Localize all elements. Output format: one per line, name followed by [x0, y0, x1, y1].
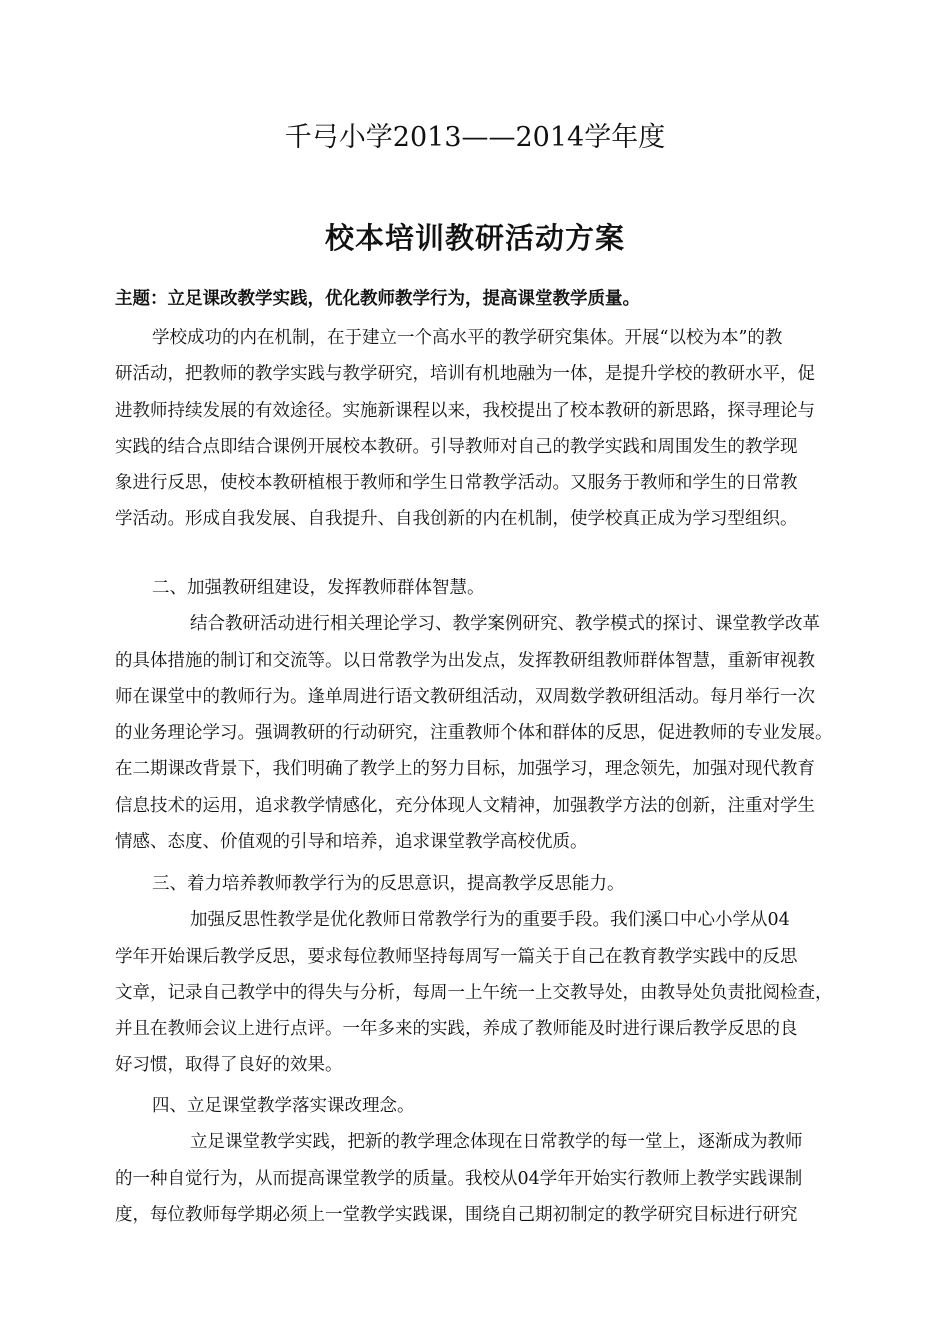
section-4-line: 的一种自觉行为，从而提高课堂教学的质量。我校从04学年开始实行教师上教学实践课制: [115, 1168, 803, 1189]
intro-line: 学校成功的内在机制，在于建立一个高水平的教学研究集体。开展“以校为本”的教: [152, 328, 783, 348]
intro-paragraph: [115, 320, 857, 538]
plan-title: 校本培训教研活动方案: [324, 221, 625, 255]
section-2-line: 师在课堂中的教师行为。逢单周进行语文教研组活动，双周数学教研组活动。每月举行一次: [115, 686, 815, 707]
section-2-line: 信息技术的运用，追求教学情感化，充分体现人文精神，加强教学方法的创新，注重对学生: [115, 795, 815, 816]
theme-line: 主题：立足课改教学实践，优化教师教学行为，提高课堂教学质量。: [115, 289, 640, 309]
intro-line: 象进行反思，使校本教研植根于教师和学生日常教学活动。又服务于教师和学生的日常教: [115, 473, 798, 494]
section-4-line: 立足课堂教学实践，把新的教学理念体现在日常教学的每一堂上，逐渐成为教师: [190, 1132, 803, 1153]
section-2-heading: 二、加强教研组建设，发挥教师群体智慧。: [152, 578, 485, 598]
section-3-line: 文章，记录自己教学中的得失与分析，每周一上午统一上交教导处，由教导处负责批阅检查，: [115, 982, 833, 1003]
section-2: [115, 570, 857, 860]
section-4: [115, 1088, 857, 1233]
section-2-line: 结合教研活动进行相关理论学习、教学案例研究、教学模式的探讨、课堂教学改革: [190, 614, 820, 635]
section-4-line: 度，每位教师每学期必须上一堂教学实践课，围绕自己期初制定的教学研究目标进行研究: [115, 1204, 798, 1225]
section-3-line: 好习惯，取得了良好的效果。: [115, 1055, 343, 1076]
section-3: [115, 866, 857, 1084]
section-4-heading: 四、立足课堂教学落实课改理念。: [152, 1096, 415, 1116]
intro-line: 研活动，把教师的教学实践与教学研究，培训有机地融为一体，是提升学校的教研水平，促: [115, 364, 815, 385]
section-2-line: 的具体措施的制订和交流等。以日常教学为出发点，发挥教研组教师群体智慧，重新审视教: [115, 650, 815, 671]
intro-line: 实践的结合点即结合课例开展校本教研。引导教师对自己的教学实践和周围发生的教学现: [115, 436, 798, 457]
section-2-line: 在二期课改背景下，我们明确了教学上的努力目标，加强学习，理念领先，加强对现代教育: [115, 759, 815, 780]
section-3-line: 学年开始课后教学反思，要求每位教师坚持每周写一篇关于自己在教育教学实践中的反思: [115, 946, 798, 967]
section-2-line: 的业务理论学习。强调教研的行动研究，注重教师个体和群体的反思，促进教师的专业发展。: [115, 723, 833, 744]
section-3-line: 加强反思性教学是优化教师日常教学行为的重要手段。我们溪口中心小学从04: [190, 910, 790, 931]
section-3-heading: 三、着力培养教师教学行为的反思意识，提高教学反思能力。: [152, 874, 625, 894]
section-2-line: 情感、态度、价值观的引导和培养，追求课堂教学高校优质。: [115, 832, 588, 853]
intro-line: 进教师持续发展的有效途径。实施新课程以来，我校提出了校本教研的新思路，探寻理论与: [115, 400, 815, 421]
school-year-title: 千弓小学2013——2014学年度: [284, 122, 666, 153]
section-3-line: 并且在教师会议上进行点评。一年多来的实践，养成了教师能及时进行课后教学反思的良: [115, 1019, 798, 1040]
intro-line: 学活动。形成自我发展、自我提升、自我创新的内在机制，使学校真正成为学习型组织。: [115, 509, 798, 530]
